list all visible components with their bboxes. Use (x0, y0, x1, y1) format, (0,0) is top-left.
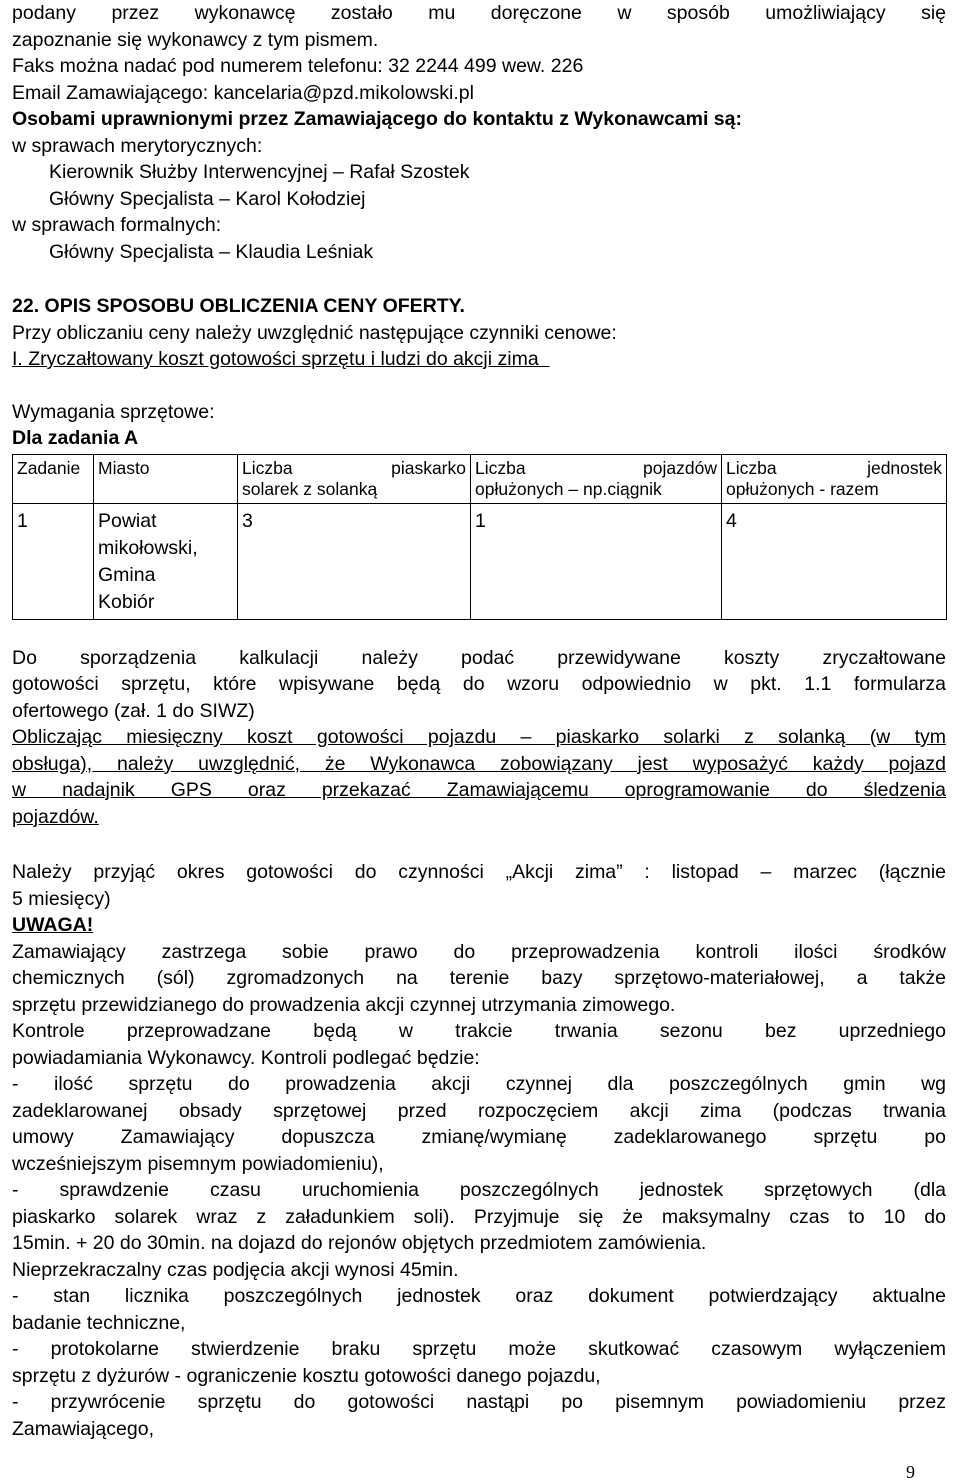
calc-line: Obliczając miesięczny koszt gotowości pojazdu – piaskarko solarki z solanką (w tym (12, 726, 946, 748)
city-line: Gmina (98, 563, 156, 586)
warning-bullet: Nieprzekraczalny czas podjęcia akcji wynosi 45min. (12, 1258, 459, 1281)
intro-line: zapoznanie się wykonawcy z tym pismem. (12, 28, 379, 51)
merit-label: w sprawach merytorycznych: (12, 134, 263, 157)
period-line: 5 miesięcy) (12, 887, 111, 910)
column-header-text: Zadanie (17, 457, 81, 478)
calc-line: pojazdów. (12, 805, 99, 828)
warning-line: Kontrole przeprowadzane będą w trakcie trwania sezonu bez uprzedniego (12, 1020, 946, 1042)
warning-bullet: umowy Zamawiający dopuszcza zmianę/wymianę zadeklarowanego sprzętu po (12, 1126, 946, 1148)
email-line: Email Zamawiającego: kancelaria@pzd.mikolowski.pl (12, 81, 474, 104)
warning-line: sprzętu przewidzianego do prowadzenia akcji czynnej utrzymania zimowego. (12, 993, 676, 1016)
task-heading: Dla zadania A (12, 427, 139, 449)
warning-bullet: wcześniejszym pisemnym powiadomieniu), (12, 1152, 384, 1175)
column-header-text: solarek z solanką (242, 478, 378, 499)
intro-line: podany przez wykonawcę zostało mu doręczone w sposób umożliwiający się (12, 2, 946, 24)
column-header (471, 454, 722, 503)
period-line: Należy przyjąć okres gotowości do czynności „Akcji zima” : listopad – marzec (łącznie (12, 861, 946, 883)
city-line: Kobiór (98, 590, 155, 613)
warning-bullet: Zamawiającego, (12, 1417, 154, 1440)
contact-person: Kierownik Służby Interwencyjnej – Rafał Szostek (49, 161, 470, 183)
warning-bullet: - przywrócenie sprzętu do gotowości nastąpi po pisemnym powiadomieniu przez (12, 1391, 946, 1413)
warning-line: powiadamiania Wykonawcy. Kontroli podlegać będzie: (12, 1046, 480, 1069)
calc-line: gotowości sprzętu, które wpisywane będą do wzoru odpowiednio w pkt. 1.1 formularza (12, 673, 946, 695)
calc-line: w nadajnik GPS oraz przekazać Zamawiającemu oprogramowanie do śledzenia (12, 779, 946, 801)
section-heading: 22. OPIS SPOSOBU OBLICZENIA CENY OFERTY. (12, 295, 465, 317)
warning-title: UWAGA! (12, 914, 94, 936)
warning-bullet: - protokolarne stwierdzenie braku sprzętu może skutkować czasowym wyłączeniem (12, 1338, 946, 1360)
column-header-text: opłużonych – np.ciągnik (475, 478, 662, 499)
requirements-label: Wymagania sprzętowe: (12, 400, 215, 423)
contacts-heading: Osobami uprawnionymi przez Zamawiającego do kontaktu z Wykonawcami są: (12, 108, 742, 130)
warning-bullet: - sprawdzenie czasu uruchomienia poszczególnych jednostek sprzętowych (dla (12, 1179, 946, 1201)
column-header (238, 454, 471, 503)
contact-person: Główny Specjalista – Klaudia Leśniak (49, 240, 374, 263)
warning-line: Zamawiający zastrzega sobie prawo do przeprowadzenia kontroli ilości środków (12, 940, 946, 963)
city-line: mikołowski, (98, 536, 198, 559)
table-cell (94, 503, 238, 619)
section-item (12, 346, 946, 373)
city-line: Powiat (98, 509, 157, 532)
warning-bullet: sprzętu z dyżurów - ograniczenie kosztu gotowości danego pojazdu, (12, 1364, 601, 1387)
section-item-text: I. Zryczałtowany koszt gotowości sprzętu i ludzi do akcji zima (12, 348, 539, 370)
column-header-text: Liczba piaskarko (242, 457, 466, 478)
column-header-text: Miasto (98, 457, 150, 478)
column-header (94, 454, 238, 503)
column-header (13, 454, 94, 503)
warning-bullet: badanie techniczne, (12, 1311, 186, 1334)
warning-bullet: zadeklarowanej obsady sprzętowej przed rozpoczęciem akcji zima (podczas trwania (12, 1099, 946, 1122)
warning-bullet: - stan licznika poszczególnych jednostek oraz dokument potwierdzający aktualne (12, 1285, 946, 1307)
table-header-row (13, 454, 947, 503)
calc-line: ofertowego (zał. 1 do SIWZ) (12, 699, 255, 722)
calc-line: obsługa), należy uwzględnić, że Wykonawca zobowiązany jest wyposażyć każdy pojazd (12, 752, 946, 775)
warning-line: chemicznych (sól) zgromadzonych na terenie bazy sprzętowo-materiałowej, a także (12, 967, 946, 989)
warning-bullet: - ilość sprzętu do prowadzenia akcji czynnej dla poszczególnych gmin wg (12, 1073, 946, 1095)
table-cell: 4 (722, 503, 947, 619)
document-page (12, 0, 946, 1442)
column-header (722, 454, 947, 503)
table-cell: 1 (13, 503, 94, 619)
warning-bullet: 15min. + 20 do 30min. na dojazd do rejonów objętych przedmiotem zamówienia. (12, 1232, 707, 1254)
contact-person: Główny Specjalista – Karol Kołodziej (49, 187, 366, 210)
column-header-text: Liczba jednostek (726, 457, 942, 478)
calc-line: Do sporządzenia kalkulacji należy podać przewidywane koszty zryczałtowane (12, 646, 946, 669)
requirements-table (12, 454, 947, 620)
table-cell: 3 (238, 503, 471, 619)
warning-bullet: piaskarko solarek wraz z załadunkiem soli). Przyjmuje się że maksymalny czas to 10 do (12, 1205, 946, 1228)
formal-label: w sprawach formalnych: (12, 214, 222, 236)
table-row (13, 503, 947, 619)
section-intro: Przy obliczaniu ceny należy uwzględnić następujące czynniki cenowe: (12, 321, 617, 344)
column-header-text: Liczba pojazdów (475, 457, 717, 478)
table-cell: 1 (471, 503, 722, 619)
page-number: 9 (906, 1462, 915, 1482)
column-header-text: opłużonych - razem (726, 478, 879, 499)
fax-line: Faks można nadać pod numerem telefonu: 32 2244 499 wew. 226 (12, 55, 584, 77)
